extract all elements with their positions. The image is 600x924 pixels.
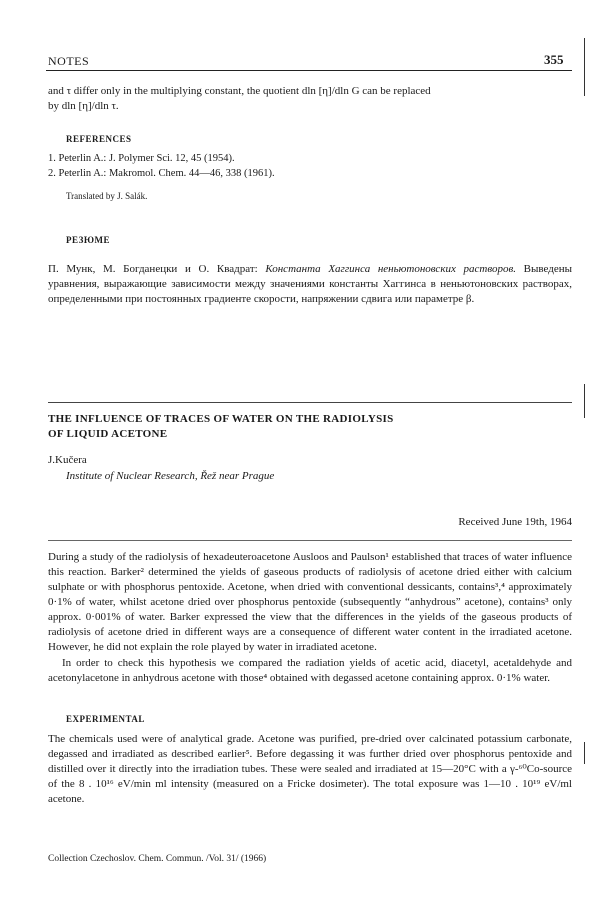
running-header-section: NOTES — [48, 54, 90, 68]
abstract-rule — [48, 540, 572, 541]
header-rule — [46, 70, 572, 71]
article-author: J.Kučera — [48, 454, 87, 466]
body-paragraph-2: In order to check this hypothesis we compared the radiation yields of acetic acid, diacetyl, acetaldehyde and acetonylacetone in anhydrous acetone with those⁴ obtained with degassed acetone containing approx. 0·1% water. — [48, 657, 572, 684]
resume-block — [48, 262, 572, 307]
body-paragraph-1: During a study of the radiolysis of hexadeuteroacetone Ausloos and Paulson¹ established that traces of water influence this reaction. Barker² determined the yields of gaseous products of radiolysis of acetone dried either with calcium sulphate or with phosphorus pentoxide. Acetone, when dried with conventional dessicants, contains³,⁴ approximately 0·1% of water, whilst acetone dried over phosphorus pentoxide (subsequently “anhydrous” acetone), contains³ only approx. 0·001% of water. Barker expressed the view that the differences in the yields of the gaseous products of radiolysis of acetone dried in different ways are a consequence of different water content in the irradiated acetone. However, he did not explain the role played by water in irradiated acetone. — [48, 551, 572, 653]
received-date: Received June 19th, 1964 — [458, 516, 572, 528]
intro-line-2: by dln [η]/dln τ. — [48, 100, 119, 112]
reference-item-2: 2. Peterlin A.: Makromol. Chem. 44—46, 338 (1961). — [48, 168, 275, 179]
body-paragraph-3: The chemicals used were of analytical grade. Acetone was purified, pre-dried over calcinated potassium carbonate, degassed and irradiated as described earlier⁵. Before degassing it was further dried over phosphorus pentoxide and distilled over it directly into the irradiation tubes. These were sealed and irradiated at 15—20°C with a γ-⁶⁰Co-source of the 8 . 10¹⁶ eV/min ml intensity (measured on a Fricke dosimeter). The total exposure was 1—10 . 10¹⁹ eV/ml acetone. — [48, 733, 572, 805]
section-rule — [48, 402, 572, 403]
resume-title: Константа Хаггинса неньютоновских растворов. — [265, 263, 516, 275]
translator-note: Translated by J. Salák. — [66, 191, 148, 201]
margin-bar — [584, 742, 585, 764]
margin-bar — [584, 38, 585, 96]
intro-line-1: and τ differ only in the multiplying constant, the quotient dln [η]/dln G can be replaced — [48, 85, 431, 97]
references-heading: REFERENCES — [66, 134, 132, 144]
resume-heading: РЕЗЮМЕ — [66, 235, 110, 245]
resume-body: Выведены уравнения, выражающие зависимости между значениями константы Хаггинса в неньютоновских растворах, определенными при постоянных градиенте скорости, напряжении сдвига или параметре β. — [48, 263, 572, 305]
resume-authors: П. Мунк, М. Богданецки и О. Квадрат: — [48, 263, 258, 275]
margin-bar — [584, 384, 585, 418]
article-title-line-2: OF LIQUID ACETONE — [48, 428, 168, 440]
experimental-heading: EXPERIMENTAL — [66, 714, 145, 724]
reference-item-1: 1. Peterlin A.: J. Polymer Sci. 12, 45 (1954). — [48, 153, 235, 164]
footer-citation: Collection Czechoslov. Chem. Commun. /Vol. 31/ (1966) — [48, 854, 267, 864]
article-title-line-1: THE INFLUENCE OF TRACES OF WATER ON THE RADIOLYSIS — [48, 413, 394, 425]
article-affiliation: Institute of Nuclear Research, Řež near Prague — [66, 470, 275, 482]
page-number: 355 — [544, 52, 564, 67]
